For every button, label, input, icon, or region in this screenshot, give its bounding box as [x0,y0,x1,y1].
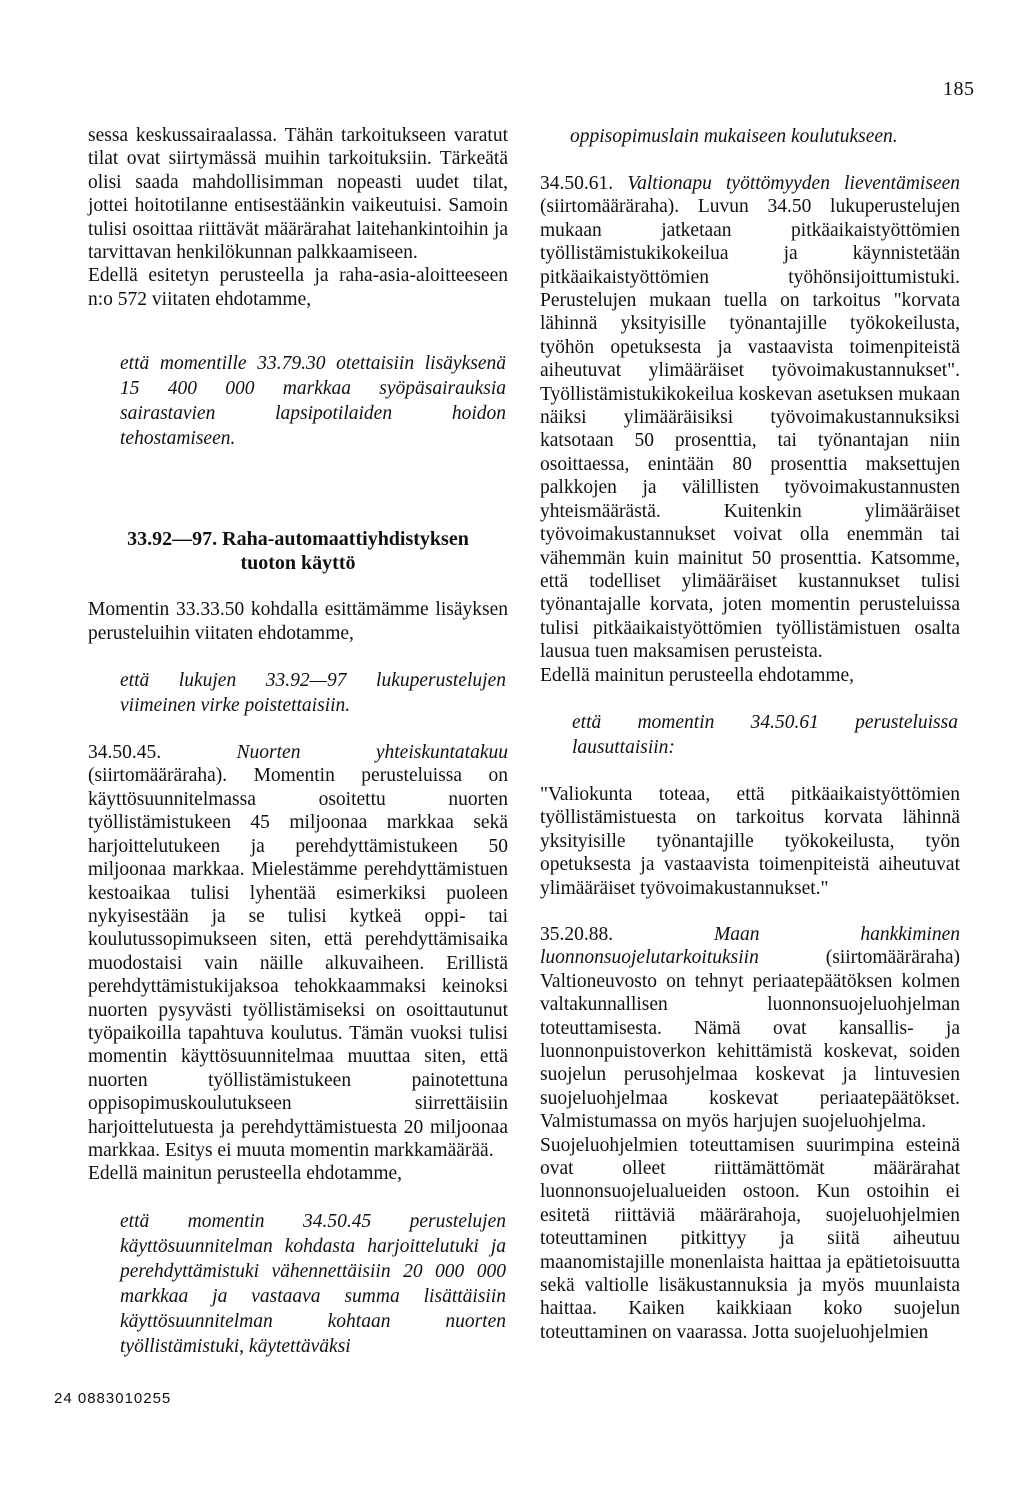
moment-number: 35.20.88. [540,923,714,945]
paragraph-text: (siirtomääräraha) Valtioneuvosto on tehnyt periaatepäätöksen kolmen valtakunnallisen luonnonsuojeluohjelman toteuttamisesta. Nämä ovat kansallis- ja luonnonpuistoverkon kehittämistä koskevat, soiden suojelun perusohjelmaa koskevat ja lintuvesien suojeluohjelmaa koskevat periaatepäätökset. Valmistumassa on myös harjujen suojeluohjelma. [540,947,960,1133]
quoted-statement: "Valiokunta toteaa, että pitkäaikaistyöttömien työllistämistuesta on tarkoitus korvata lähinnä yksityisille työnantajille työkokeilusta, työn opetuksesta ja vastaavista toimenpiteistä aiheutuvat ylimääräiset työvoimakustannukset." [540,783,960,899]
moment-number: 34.50.61. [540,173,628,194]
paragraph [540,172,960,664]
paragraph: sessa keskussairaalassa. Tähän tarkoitukseen varatut tilat ovat siirtymässä muihin tarkoituksiin. Tärkeätä olisi saada mahdollisimman nopeasti uudet tilat, jottei hoitotilanne entisestäänkin vaikeutuisi. Samoin tulisi osoittaa riittävät määrärahat laitehankintoihin ja tarvittavan henkilökunnan palkkaamiseen. [88,125,508,264]
proposal-block-continued: oppisopimuslain mukaiseen koulutukseen. [570,126,898,147]
footer-code: 24 0883010255 [54,1390,172,1407]
moment-title: Nuorten yhteiskuntatakuu [236,742,508,764]
right-column [540,124,960,1344]
proposal-block: että lukujen 33.92—97 lukuperustelujen viimeinen virke poistettaisiin. [120,670,506,717]
paragraph-text: (siirtomääräraha). Luvun 34.50 lukuperustelujen mukaan jatketaan pitkäaikaistyöttömien työllistämistukikokeilua ja käynnistetään pitkäaikaistyöttömien työhönsijoittumistuki. Perustelujen mukaan tuella on tarkoitus "korvata lähinnä yksityisille työnantajille työkokeilusta, työhön opetuksesta ja vastaavista toimenpiteistä aiheutuvat ylimääräiset työvoimakustannukset". Työllistämistukikokeilua koskevan asetuksen mukaan näiksi ylimääräisiksi työvoimakustannuksiksi katsotaan 50 prosenttia, tai työnantajan niin osoittaessa, enintään 80 prosenttia maksettujen palkkojen ja välillisten työvoimakustannusten yhteismäärästä. Kuitenkin ylimääräiset työvoimakustannukset voivat olla enemmän tai vähemmän kuin mainitut 50 prosenttia. Katsomme, että todelliset ylimääräiset kustannukset tulisi työnantajalle korvata, joten momentin perusteluissa tulisi pitkäaikaistyöttömien työllistämistuen osalta lausua tuen maksamisen perusteista. [540,196,960,663]
section-heading-line: tuoton käyttö [240,552,356,575]
moment-title: Maan hankkiminen luonnonsuojelutarkoituksiin [540,923,960,969]
moment-number: 34.50.45. [88,742,237,764]
page-number: 185 [943,78,975,100]
paragraph: Momentin 33.33.50 kohdalla esittämämme lisäyksen perusteluihin viitaten ehdotamme, [88,599,508,644]
proposal-block: että momentin 34.50.61 perusteluissa lausuttaisiin: [572,711,958,758]
proposal-block: että momentille 33.79.30 otettaisiin lisäyksenä 15 400 000 markkaa syöpäsairauksia sairastavien lapsipotilaiden hoidon tehostamiseen. [120,353,506,450]
paragraph [540,923,960,1134]
paragraph: Suojeluohjelmien toteuttamisen suurimpina esteinä ovat olleet riittämättömät määrärahat luonnonsuojelualueiden ostoon. Kun ostoihin ei esitetä riittäviä määrärahoja, suojeluohjelmien toteuttaminen pitkittyy ja siitä aiheutuu maanomistajille monenlaista haittaa ja epätietoisuutta sekä valtiolle lisäkustannuksia ja myös muunlaista haittaa. Kaiken kaikkiaan koko suojelun toteuttaminen on vaarassa. Jotta suojeluohjelmien [540,1134,960,1343]
moment-title: Valtionapu työttömyyden lieventämiseen [627,173,961,194]
left-column [88,124,508,1359]
section-heading-line: 33.92—97. Raha-automaattiyhdistyksen [127,528,469,551]
paragraph [88,741,508,1162]
paragraph-text: (siirtomääräraha). Momentin perusteluissa on käyttösuunnitelmassa osoitettu nuorten työllistämistukeen 45 miljoonaa markkaa sekä harjoittelutukeen ja perehdyttämistukeen 50 miljoonaa markkaa. Mielestämme perehdyttämistuen kestoaikaa tulisi lyhentää esimerkiksi puoleen nykyisestään ja se tulisi kytkeä oppi- tai koulutussopimukseen siten, että perehdyttämisaika muodostaisi vain näille alkuvaiheen. Erillistä perehdyttämistukijaksoa tehokkaammaksi keinoksi nuorten pysyvästi työllistämiseksi on osoittautunut työpaikoilla tapahtuva koulutus. Tämän vuoksi tulisi momentin käyttösuunnitelmaa muuttaa siten, että nuorten työllistämistukeen painotettuna oppisopimuskoulutukseen siirrettäisiin harjoittelutuesta ja perehdyttämistuesta 20 miljoonaa markkaa. Esitys ei muuta momentin markkamäärää. [88,765,508,1161]
paragraph: Edellä mainitun perusteella ehdotamme, [540,664,855,686]
paragraph: Edellä mainitun perusteella ehdotamme, [88,1163,403,1185]
proposal-block: että momentin 34.50.45 perustelujen käyttösuunnitelman kohdasta harjoittelutuki ja perehdyttämistuki vähennettäisiin 20 000 000 markkaa ja vastaava summa lisättäisiin käyttösuunnitelman kohtaan nuorten työllistämistuki, käytettäväksi [120,1210,506,1357]
paragraph: Edellä esitetyn perusteella ja raha-asia-aloitteeseen n:o 572 viitaten ehdotamme, [88,265,508,310]
section-heading [88,527,508,575]
